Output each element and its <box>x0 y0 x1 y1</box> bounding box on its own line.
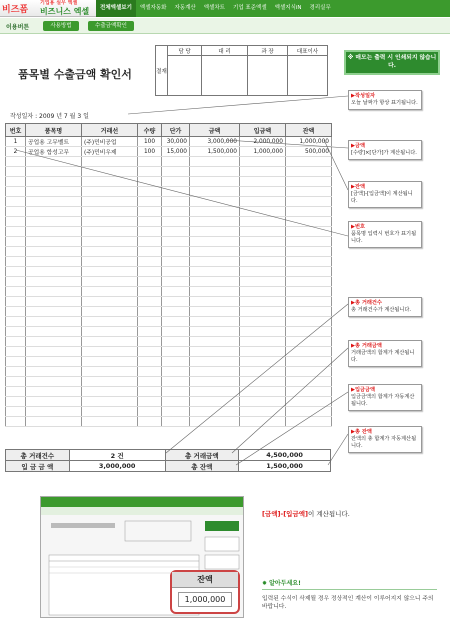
table-cell[interactable]: 2 <box>6 147 26 157</box>
zoom-callout <box>170 570 240 614</box>
column-header: 잔액 <box>286 124 332 137</box>
hint-box <box>262 578 437 611</box>
table-cell[interactable]: 30,000 <box>162 137 190 147</box>
table-cell[interactable]: 1 <box>6 137 26 147</box>
column-header: 단가 <box>162 124 190 137</box>
connector-line <box>232 348 348 453</box>
callout-amount: ▶ 금액 [수량]×[단가]가 계산됩니다. <box>348 140 422 160</box>
callout-date: ▶ 작성일자 오늘 날짜가 항상 표기됩니다. <box>348 90 422 110</box>
connector-line <box>128 96 348 114</box>
connector-line <box>328 434 348 465</box>
table-cell[interactable]: 1,500,000 <box>190 147 240 157</box>
table-cell[interactable]: 100 <box>138 137 162 147</box>
zoom-label: 잔액 <box>172 572 238 588</box>
balance-total-value: 1,500,000 <box>239 461 331 472</box>
table-cell[interactable]: 공업용 합성고무 <box>26 147 82 157</box>
column-header: 입금액 <box>240 124 286 137</box>
callout-balance: ▶ 잔액 [금액]-[입금액]이 계산됩니다. <box>348 181 422 208</box>
table-cell[interactable]: 2,000,000 <box>240 137 286 147</box>
formula-note <box>262 509 350 518</box>
paid-total-value: 3,000,000 <box>69 461 165 472</box>
page-title: 품목별 수출금액 확인서 <box>18 68 132 81</box>
table-cell[interactable]: 500,000 <box>286 147 332 157</box>
usage-button[interactable]: 사용방법 <box>43 21 79 31</box>
nav-item-all-excel[interactable]: 전체엑셀보기 <box>96 0 136 17</box>
table-cell[interactable]: 1,000,000 <box>240 147 286 157</box>
balance-total-label: 총 잔액 <box>165 461 239 472</box>
nav-item-charts[interactable]: 엑셀차트 <box>203 5 225 11</box>
approval-header: 대표이사 <box>288 46 328 56</box>
memo-note: ※ 매모는 출력 시 인쇄되지 않습니다. <box>344 50 440 75</box>
approval-header: 대 리 <box>202 46 248 56</box>
nav-item-knowledge[interactable]: 엑셀지식iN <box>274 5 302 11</box>
table-cell[interactable]: (주)민비우제 <box>82 147 138 157</box>
nav-item-standard[interactable]: 기업 표준엑셀 <box>233 5 267 11</box>
total-count-label: 총 거래건수 <box>6 450 70 461</box>
column-header: 번호 <box>6 124 26 137</box>
table-cell[interactable]: 1,000,000 <box>286 137 332 147</box>
total-count-value: 2 건 <box>69 450 165 461</box>
formula-highlight: [금액]-[입금액] <box>262 510 308 518</box>
formula-text: 이 계산됩니다. <box>307 510 350 518</box>
table-cell[interactable]: 100 <box>138 147 162 157</box>
table-cell[interactable]: 3,000,000 <box>190 137 240 147</box>
table-cell[interactable]: 15,000 <box>162 147 190 157</box>
table-cell[interactable]: 공업용 고무벨트 <box>26 137 82 147</box>
nav-item-accounting[interactable]: 경리실무 <box>309 5 331 11</box>
column-header: 거래선 <box>82 124 138 137</box>
connector-line <box>16 150 348 236</box>
bizform-logo[interactable]: 비즈폼 <box>2 5 29 15</box>
table-cell[interactable]: (주)민비공업 <box>82 137 138 147</box>
approval-header: 과 장 <box>248 46 288 56</box>
nav-item-auto-calc[interactable]: 자동계산 <box>174 5 196 11</box>
callout-paid-total: ▶ 입금금액 입금금액의 합계가 자동계산됩니다. <box>348 384 422 411</box>
connector-line <box>226 140 348 148</box>
connector-line <box>236 392 348 465</box>
column-header: 수량 <box>138 124 162 137</box>
hint-text: 입력된 수식이 삭제될 경우 정상적인 계산이 이루어지지 않으니 주의 바랍니다. <box>262 596 434 610</box>
lightbulb-icon: ✸ <box>262 580 270 587</box>
callout-number: ▶ 번호 품목명 입력시 번호가 표기됩니다. <box>348 221 422 248</box>
callout-total-sum: ▶ 총 거래금액 거래금액의 합계가 계산됩니다. <box>348 340 422 367</box>
callout-balance-total: ▶ 총 잔액 잔액의 총 합계가 자동계산됩니다. <box>348 426 422 453</box>
column-header: 품목명 <box>26 124 82 137</box>
example-nav-bar <box>41 497 243 507</box>
approval-side-label: 결재 <box>156 46 168 96</box>
export-check-button[interactable]: 수출금액확인 <box>88 21 134 31</box>
date-label: 작성일자 : <box>10 113 38 120</box>
date-value[interactable]: 2009 년 7 월 3 일 <box>39 113 89 120</box>
callout-total-count: ▶ 총 거래건수 총 거래건수가 계산됩니다. <box>348 297 422 317</box>
paid-total-label: 입 금 금 액 <box>6 461 70 472</box>
nav-item-automation[interactable]: 엑셀자동화 <box>139 5 167 11</box>
total-sum-value: 4,500,000 <box>239 450 331 461</box>
product-logo[interactable]: 기업용 실무 엑셀 비즈니스 엑셀 <box>40 0 90 16</box>
total-sum-label: 총 거래금액 <box>165 450 239 461</box>
hint-title: ✸ 알아두세요! <box>262 578 437 590</box>
approval-header: 담 당 <box>168 46 202 56</box>
toolbar-title: 이용버튼 <box>6 24 30 31</box>
zoom-value: 1,000,000 <box>178 592 232 607</box>
column-header: 금액 <box>190 124 240 137</box>
